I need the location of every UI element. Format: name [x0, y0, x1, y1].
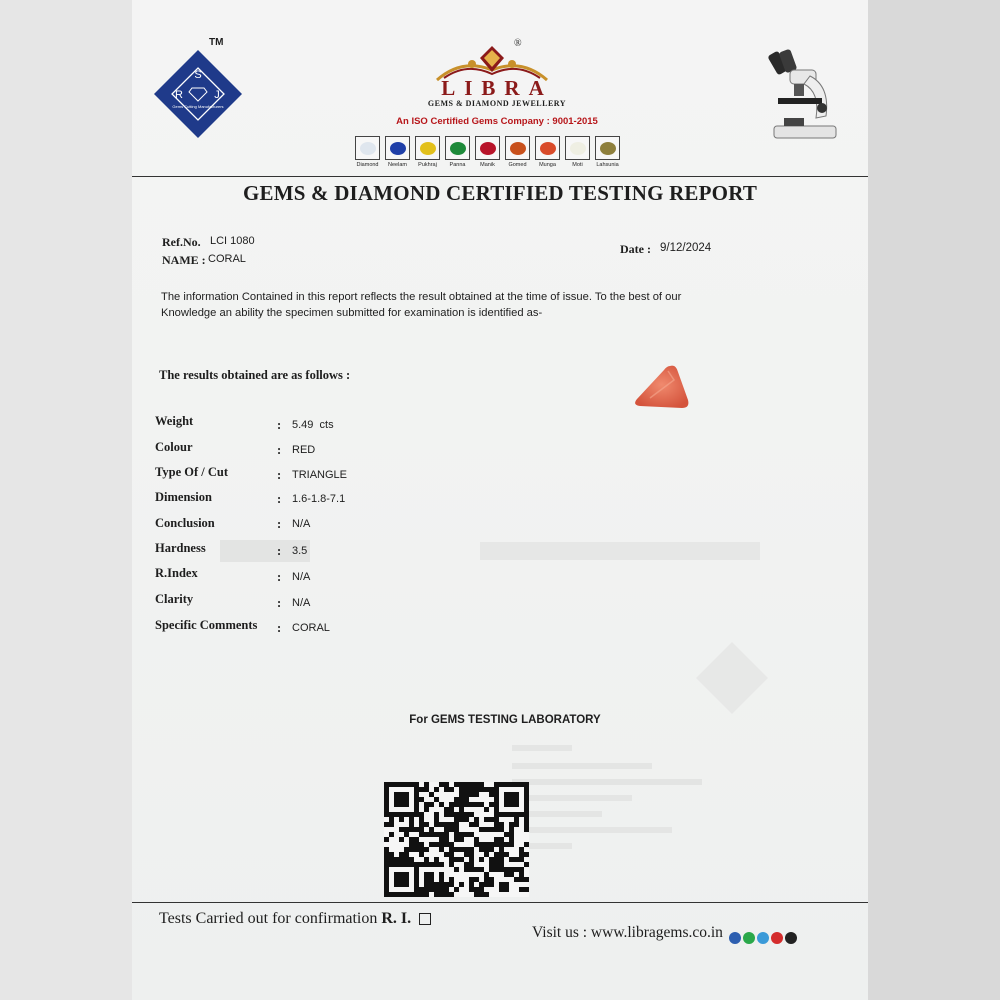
gem-stone-icon — [600, 142, 616, 155]
field-value: N/A — [292, 571, 311, 583]
gem-stone-icon — [480, 142, 496, 155]
header-divider — [132, 176, 868, 177]
gem-label: Neelam — [388, 162, 407, 168]
srj-caption: Gems Cutting Manufacturers — [172, 104, 224, 109]
gem-stone-icon — [390, 142, 406, 155]
gem-stone-icon — [510, 142, 526, 155]
field-value: TRIANGLE — [292, 469, 348, 481]
intro-paragraph — [161, 289, 761, 321]
tests-method: R. I. — [381, 910, 412, 927]
field-colon: : — [277, 570, 282, 584]
field-label: Type Of / Cut — [155, 465, 229, 479]
gem-item — [504, 136, 531, 168]
field-label: Hardness — [155, 541, 206, 555]
ref-value: LCI 1080 — [210, 235, 255, 247]
gem-stone-icon — [360, 142, 376, 155]
qr-code — [384, 782, 529, 897]
field-label: Weight — [155, 414, 194, 428]
gem-item — [414, 136, 441, 168]
gem-item — [354, 136, 381, 168]
field-label: Dimension — [155, 490, 212, 504]
social-media-icon[interactable] — [729, 932, 741, 944]
srj-letter-j: J — [214, 89, 220, 101]
gem-swatch-box — [355, 136, 380, 160]
intro-line-2: Knowledge an ability the specimen submitted for examination is identified as- — [161, 307, 543, 319]
laboratory-signature-line: For GEMS TESTING LABORATORY — [409, 714, 601, 726]
field-colon: : — [277, 544, 282, 558]
website-line: Visit us : www.libragems.co.in — [532, 924, 723, 941]
iso-certification-line: An ISO Certified Gems Company : 9001-2015 — [396, 116, 598, 127]
gem-swatch-box — [535, 136, 560, 160]
field-value: RED — [292, 444, 316, 456]
social-media-icon[interactable] — [757, 932, 769, 944]
gem-stone-icon — [420, 142, 436, 155]
gem-stone-icon — [540, 142, 556, 155]
field-value: 1.6-1.8-7.1 — [292, 493, 346, 505]
brand-subtitle: GEMS & DIAMOND JEWELLERY — [427, 99, 567, 108]
gem-label: Gomed — [508, 162, 527, 168]
gem-swatch-box — [475, 136, 500, 160]
gem-label: Munga — [539, 162, 556, 168]
field-colon: : — [277, 443, 282, 457]
gem-item — [384, 136, 411, 168]
report-title: GEMS & DIAMOND CERTIFIED TESTING REPORT — [242, 181, 758, 205]
social-media-icon[interactable] — [785, 932, 797, 944]
background-right — [868, 0, 1000, 1000]
background-left — [0, 0, 132, 1000]
field-colon: : — [277, 621, 282, 635]
bleed-diamond-shape — [694, 640, 770, 716]
tests-text: Tests Carried out for confirmation — [159, 910, 378, 927]
field-label: Specific Comments — [155, 618, 258, 632]
gem-stone-icon — [570, 142, 586, 155]
gem-swatch-box — [415, 136, 440, 160]
gem-swatch-box — [565, 136, 590, 160]
field-label: Clarity — [155, 592, 194, 606]
field-label: Conclusion — [155, 516, 215, 530]
tests-confirmation-line — [159, 910, 431, 928]
gem-label: Diamond — [356, 162, 379, 168]
srj-letter-s: S — [194, 69, 202, 81]
date-label: Date : — [620, 242, 651, 256]
trademark-mark: TM — [209, 37, 224, 48]
field-colon: : — [277, 468, 282, 482]
social-media-icon[interactable] — [743, 932, 755, 944]
social-media-icon[interactable] — [771, 932, 783, 944]
field-value: CORAL — [292, 622, 330, 634]
field-colon: : — [277, 596, 282, 610]
date-value: 9/12/2024 — [660, 242, 712, 254]
gem-item — [594, 136, 621, 168]
gem-item — [444, 136, 471, 168]
footer-divider — [132, 902, 868, 903]
registered-mark: ® — [514, 38, 522, 49]
confirmation-checkbox — [419, 913, 431, 925]
gem-label: Manik — [480, 162, 495, 168]
results-heading: The results obtained are as follows : — [159, 368, 351, 382]
field-value: N/A — [292, 518, 311, 530]
field-value: N/A — [292, 597, 311, 609]
ref-label: Ref.No. — [162, 235, 201, 249]
bleed-address-lines — [512, 745, 732, 865]
gem-item — [474, 136, 501, 168]
gem-swatch-box — [505, 136, 530, 160]
bleed-through-diamond — [694, 640, 770, 721]
field-colon: : — [277, 418, 282, 432]
microscope-icon — [764, 46, 846, 146]
intro-line-1: The information Contained in this report reflects the result obtained at the time of issue. To the best of our — [161, 291, 682, 303]
gem-label: Panna — [449, 162, 466, 168]
field-value: 5.49 cts — [292, 419, 334, 431]
certificate-page — [132, 0, 868, 1000]
name-label: NAME : — [162, 253, 206, 267]
social-icons — [729, 932, 797, 944]
srj-letter-r: R — [175, 89, 183, 101]
field-colon: : — [277, 517, 282, 531]
field-label: R.Index — [155, 566, 198, 580]
gem-item — [564, 136, 591, 168]
gem-swatch-box — [445, 136, 470, 160]
bleed-through-address — [512, 745, 732, 870]
gem-swatch-box — [595, 136, 620, 160]
gem-item — [534, 136, 561, 168]
name-value: CORAL — [208, 253, 246, 265]
brand-name: LIBRA — [441, 76, 553, 100]
coral-specimen-image — [630, 362, 700, 412]
gem-label: Pukhraj — [418, 162, 437, 168]
gem-label: Lahsunia — [596, 162, 619, 168]
gem-swatch-box — [385, 136, 410, 160]
gem-label: Moti — [572, 162, 583, 168]
srj-logo — [152, 48, 244, 140]
field-value: 3.5 — [292, 545, 308, 557]
field-colon: : — [277, 492, 282, 506]
gemstone-strip — [354, 136, 621, 168]
field-label: Colour — [155, 440, 193, 454]
gem-stone-icon — [450, 142, 466, 155]
